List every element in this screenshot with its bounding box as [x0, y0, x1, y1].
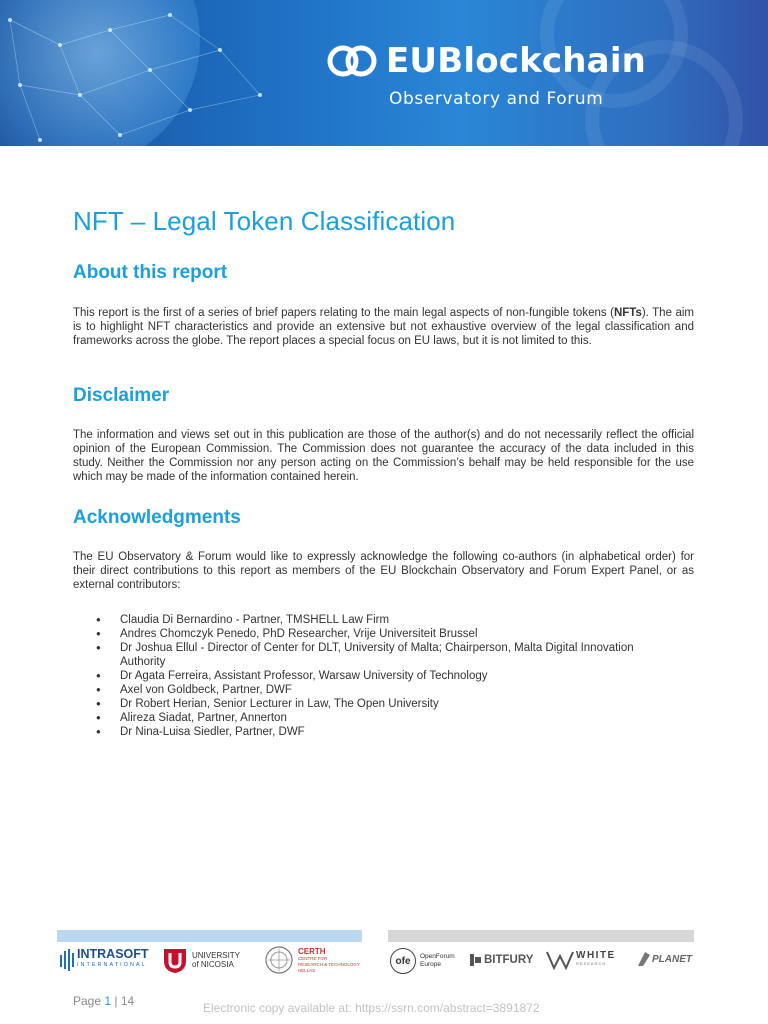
partner-logo-white [546, 950, 616, 970]
ofe-line1: OpenForum [420, 953, 455, 960]
page-current: 1 [104, 994, 112, 1008]
list-item: ● Axel von Goldbeck, Partner, DWF [73, 683, 673, 697]
certh-line2: RESEARCH & TECHNOLOGY [298, 961, 360, 967]
list-item: ● Andres Chomczyk Penedo, PhD Researcher, Vrije Universiteit Brussel [73, 627, 673, 641]
certh-line1: CENTRE FOR [298, 955, 328, 961]
page-label: Page [73, 994, 102, 1008]
partner-logo-bitfury [470, 954, 533, 966]
planet-mark-icon [637, 951, 651, 967]
section-heading-acknowledgments: Acknowledgments [73, 507, 241, 528]
list-item: ● Dr Joshua Ellul - Director of Center for DLT, University of Malta; Chairperson, Malta Digital Innovation Authority [73, 641, 673, 669]
bitfury-mark-icon [470, 954, 481, 966]
white-tag: RESEARCH [576, 961, 607, 966]
network-graphic [0, 0, 330, 146]
authors-list [73, 613, 673, 739]
section-heading-about: About this report [73, 262, 228, 283]
brand-name: EUBlockchain [386, 41, 647, 81]
acknowledgments-paragraph: The EU Observatory & Forum would like to expressly acknowledge the following co-authors (in alphabetical order) for their direct contributions to this report as members of the EU Blockchain Observatory and Forum Expert Panel, or as external contributors: [73, 551, 694, 591]
partner-logo-ofe [390, 948, 455, 974]
list-item: ● Alireza Siadat, Partner, Annerton [73, 711, 673, 725]
partner-logo-certh [264, 945, 360, 975]
nicosia-line2: of NICOSIA [192, 960, 234, 969]
list-item: ● Dr Nina-Luisa Siedler, Partner, DWF [73, 725, 673, 739]
nicosia-shield-icon [162, 947, 188, 973]
certh-name: CERTH [298, 946, 326, 956]
list-item: ● Dr Robert Herian, Senior Lecturer in Law, The Open University [73, 697, 673, 711]
section-heading-disclaimer: Disclaimer [73, 385, 170, 406]
disclaimer-paragraph: The information and views set out in this publication are those of the author(s) and do not necessarily reflect the official opinion of the European Commission. The Commission does not guarantee the accuracy of the data included in this study. Neither the Commission nor any person acting on the Commission’s behalf may be held responsible for the use which may be made of the information contained herein. [73, 429, 694, 483]
page-number [73, 994, 134, 1008]
intrasoft-bars-icon [60, 949, 74, 971]
intrasoft-name: INTRASOFT [77, 947, 149, 961]
white-name: WHITE [576, 950, 616, 961]
brand-rings-icon [326, 44, 378, 78]
partner-logo-nicosia [162, 947, 240, 973]
header-banner [0, 0, 768, 146]
about-paragraph [73, 306, 694, 348]
partner-bar-left [57, 930, 362, 942]
page-total: 14 [120, 994, 135, 1008]
page-separator: | [111, 994, 121, 1008]
certh-emblem-icon [264, 945, 294, 975]
ofe-line2: Europe [420, 961, 441, 968]
ssrn-notice: Electronic copy available at: https://ssrn.com/abstract=3891872 [203, 1001, 540, 1015]
ofe-mark: ofe [390, 948, 416, 974]
about-text-bold: NFTs [613, 307, 642, 319]
partner-logo-planet [637, 951, 692, 967]
partner-logo-intrasoft [60, 949, 149, 971]
about-text-post: ). The aim is to highlight NFT characteristics and provide an extensive but not exhaustive overview of the legal classification and frameworks across the globe. The report places a special focus on EU laws, but it is not limited to this. [73, 307, 694, 347]
nicosia-line1: UNIVERSITY [192, 951, 241, 960]
bitfury-name: BITFURY [484, 954, 534, 966]
brand-subtitle: Observatory and Forum [389, 89, 604, 109]
brand-logo [326, 41, 647, 81]
white-w-icon [546, 950, 574, 970]
certh-line3: HELLAS [298, 967, 316, 973]
list-item: ● Claudia Di Bernardino - Partner, TMSHELL Law Firm [73, 613, 673, 627]
intrasoft-tag: INTERNATIONAL [77, 962, 147, 968]
about-text-pre: This report is the first of a series of brief papers relating to the main legal aspects of non-fungible tokens ( [73, 307, 614, 319]
list-item: ● Dr Agata Ferreira, Assistant Professor, Warsaw University of Technology [73, 669, 673, 683]
planet-name: PLANET [652, 953, 692, 965]
page-title: NFT – Legal Token Classification [73, 206, 456, 236]
partner-bar-right [388, 930, 694, 942]
